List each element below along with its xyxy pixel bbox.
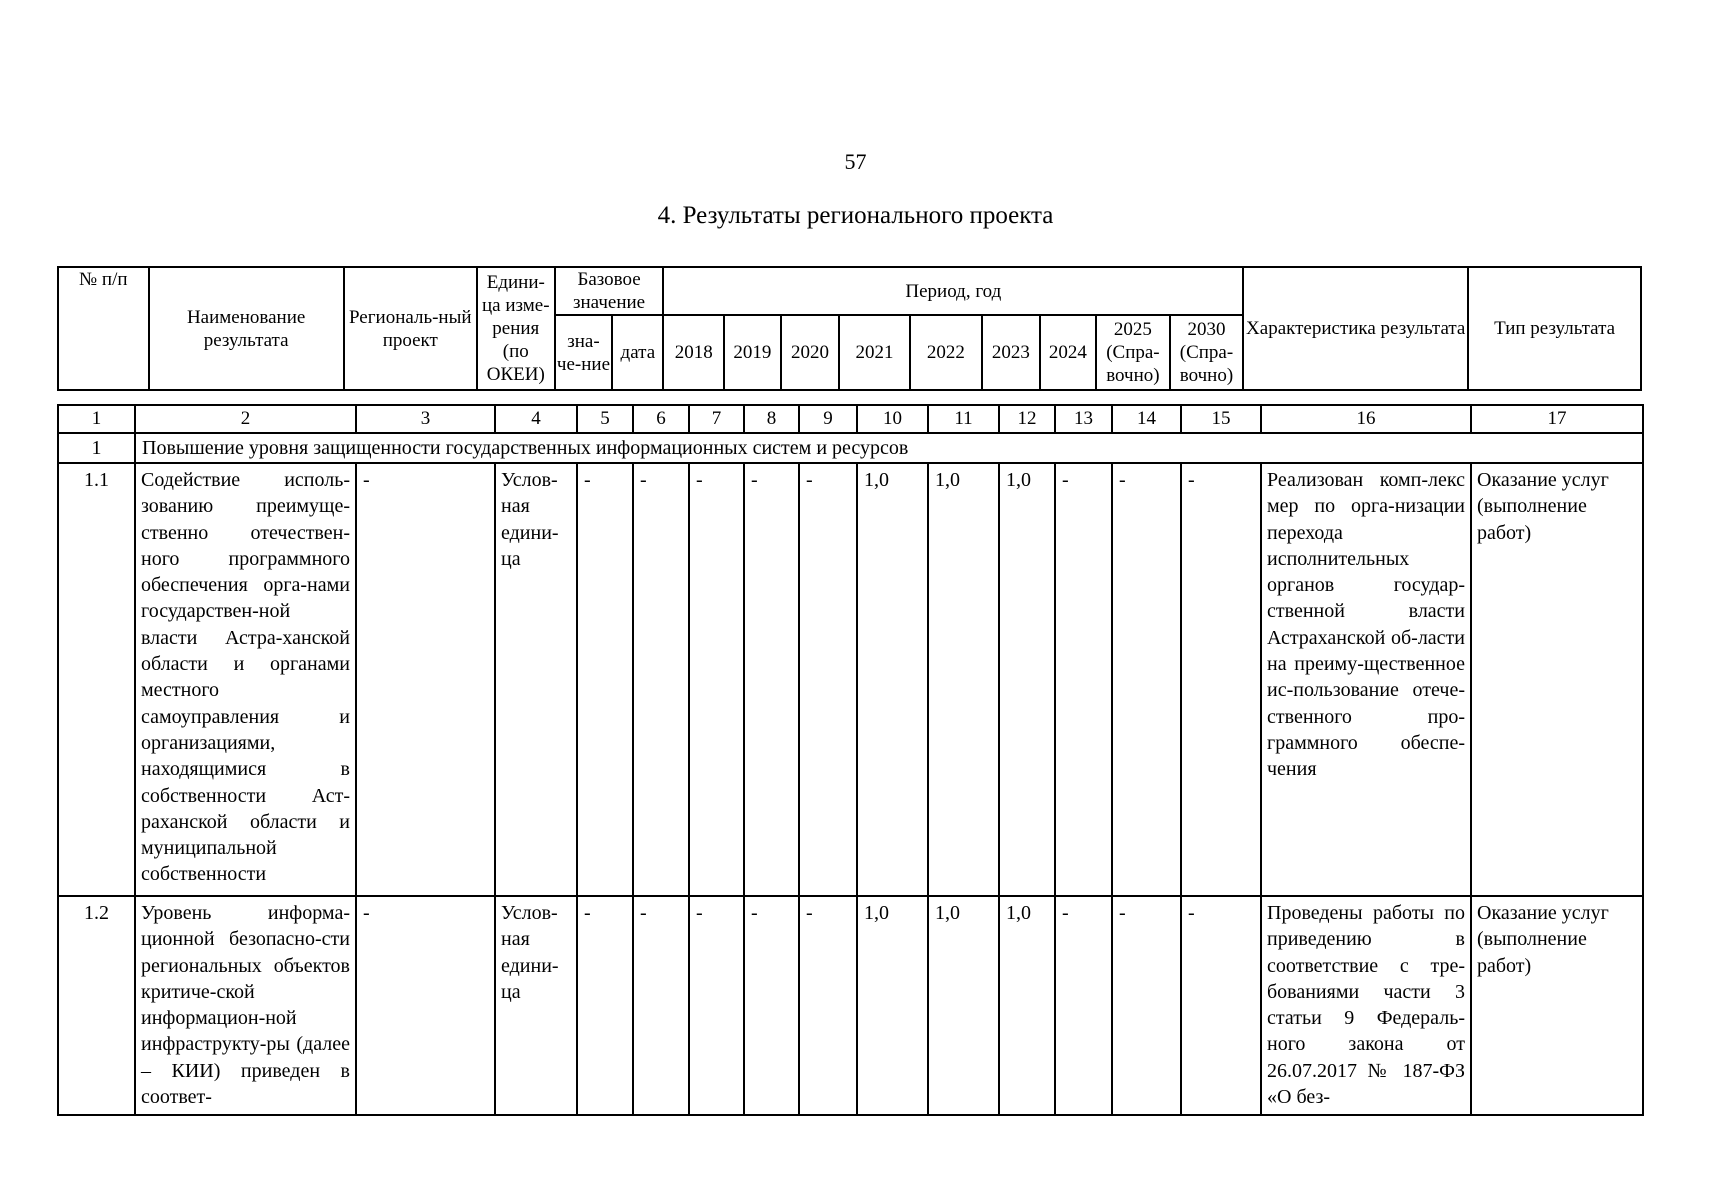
table-row (58, 896, 1643, 1115)
col-number: 3 (356, 405, 495, 433)
header-year-2021: 2021 (839, 315, 909, 390)
header-year-2023: 2023 (982, 315, 1040, 390)
value-2023: 1,0 (999, 896, 1055, 1115)
header-year-2019: 2019 (724, 315, 780, 390)
header-characteristic: Характеристика результата (1243, 267, 1468, 390)
result-characteristic: Проведены работы по приведению в соответствие с тре-бованиями части 3 статьи 9 Федераль-ного закона от 26.07.2017 № 187-ФЗ «О без- (1261, 896, 1471, 1115)
unit: Услов-ная едини-ца (495, 463, 577, 896)
value-2020: - (799, 896, 857, 1115)
value-2022: 1,0 (928, 463, 999, 896)
value-2018: - (689, 896, 744, 1115)
value-2025: - (1112, 896, 1181, 1115)
col-number: 1 (58, 405, 135, 433)
section-row (58, 433, 1643, 463)
col-number: 4 (495, 405, 577, 433)
col-number: 8 (744, 405, 799, 433)
col-number: 15 (1181, 405, 1261, 433)
result-characteristic: Реализован комп-лекс мер по орга-низации перехода исполнительных органов государ-ственной власти Астраханской об-ласти на преиму-щественное ис-пользование отече-ственного про-граммного обеспе-чения (1261, 463, 1471, 896)
value-2020: - (799, 463, 857, 896)
col-number: 6 (633, 405, 689, 433)
header-base-val: зна-че-ние (555, 315, 613, 390)
table-row (58, 463, 1643, 896)
col-number: 7 (689, 405, 744, 433)
col-number: 2 (135, 405, 356, 433)
header-period: Период, год (663, 267, 1243, 315)
value-2025: - (1112, 463, 1181, 896)
value-2030: - (1181, 896, 1261, 1115)
result-name: Содействие исполь-зованию преимуще-ственно отечествен-ного программного обеспечения орга-нами государствен-ной власти Астра-ханской области и органами местного самоуправления и организациями, находящимися в собственности Аст-раханской области и муниципальной собственности (135, 463, 356, 896)
col-number: 13 (1055, 405, 1112, 433)
base-date: - (633, 896, 689, 1115)
col-number: 17 (1471, 405, 1643, 433)
col-number: 14 (1112, 405, 1181, 433)
regional-project: - (356, 463, 495, 896)
section-title-cell: Повышение уровня защищенности государственных информационных систем и ресурсов (135, 433, 1643, 463)
base-value: - (577, 896, 633, 1115)
header-base-value: Базовое значение (555, 267, 664, 315)
header-year-2020: 2020 (781, 315, 840, 390)
results-table-body (57, 404, 1644, 1116)
value-2022: 1,0 (928, 896, 999, 1115)
row-num: 1.1 (58, 463, 135, 896)
base-date: - (633, 463, 689, 896)
result-name: Уровень информа-ционной безопасно-сти региональных объектов критиче-ской информацион-ной инфраструкту-ры (далее – КИИ) приведен в соответ- (135, 896, 356, 1115)
header-year-2030: 2030 (Спра-вочно) (1170, 315, 1244, 390)
page-number: 57 (844, 149, 867, 174)
value-2021: 1,0 (857, 896, 928, 1115)
col-number: 9 (799, 405, 857, 433)
value-2030: - (1181, 463, 1261, 896)
header-year-2022: 2022 (910, 315, 982, 390)
col-number: 12 (999, 405, 1055, 433)
value-2024: - (1055, 896, 1112, 1115)
header-unit: Едини-ца изме-рения (по ОКЕИ) (477, 267, 555, 390)
value-2024: - (1055, 463, 1112, 896)
col-number: 5 (577, 405, 633, 433)
header-base-date: дата (612, 315, 663, 390)
base-value: - (577, 463, 633, 896)
col-number: 10 (857, 405, 928, 433)
header-year-2018: 2018 (663, 315, 724, 390)
header-num: № п/п (58, 267, 149, 390)
column-number-row (58, 405, 1643, 433)
value-2021: 1,0 (857, 463, 928, 896)
value-2019: - (744, 896, 799, 1115)
row-num: 1.2 (58, 896, 135, 1115)
value-2023: 1,0 (999, 463, 1055, 896)
result-type: Оказание услуг (выполнение работ) (1471, 463, 1643, 896)
col-number: 11 (928, 405, 999, 433)
section-title: 4. Результаты регионального проекта (657, 202, 1054, 229)
header-year-2025: 2025 (Спра-вочно) (1096, 315, 1170, 390)
result-type: Оказание услуг (выполнение работ) (1471, 896, 1643, 1115)
value-2019: - (744, 463, 799, 896)
col-number: 16 (1261, 405, 1471, 433)
header-year-2024: 2024 (1040, 315, 1096, 390)
results-table-header (57, 266, 1642, 391)
section-num: 1 (58, 433, 135, 463)
unit: Услов-ная едини-ца (495, 896, 577, 1115)
header-name: Наименование результата (149, 267, 344, 390)
regional-project: - (356, 896, 495, 1115)
header-type: Тип результата (1468, 267, 1641, 390)
header-regional-project: Региональ-ный проект (344, 267, 477, 390)
value-2018: - (689, 463, 744, 896)
